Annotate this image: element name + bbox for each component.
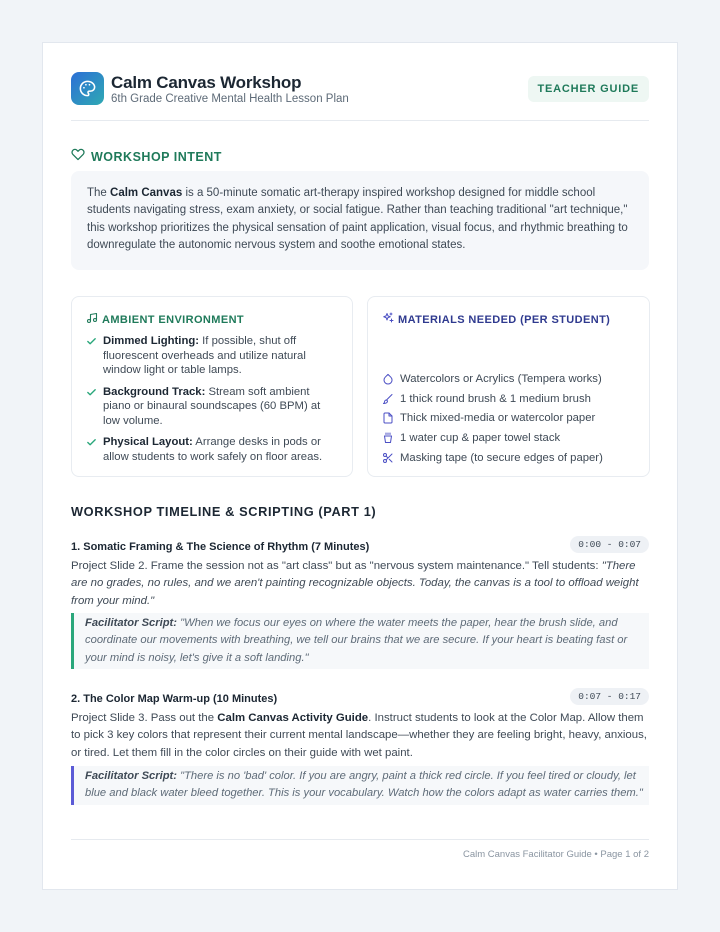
- intent-text-pre: The: [87, 187, 111, 199]
- list-item: [86, 385, 338, 429]
- droplet-icon: [382, 373, 394, 385]
- scissors-icon: [382, 452, 394, 464]
- page-title: Calm Canvas Workshop: [111, 73, 302, 92]
- check-icon: [86, 387, 97, 429]
- file-icon: [382, 412, 394, 424]
- sparkles-icon: [382, 311, 394, 329]
- list-item: [382, 409, 639, 429]
- step-title: 1. Somatic Framing & The Science of Rhythm (7 Minutes): [71, 541, 370, 553]
- list-item: [382, 389, 639, 409]
- materials-list: [382, 369, 639, 468]
- list-item: [382, 369, 639, 389]
- page-subtitle: 6th Grade Creative Mental Health Lesson Plan: [111, 93, 349, 105]
- list-item: [382, 448, 639, 468]
- check-icon: [86, 336, 97, 378]
- script-text: "There is no 'bad' color. If you are angry, paint a thick red circle. If you feel tired or cloudy, let blue and black water bleed together. This is your vocabulary. Watch how the colors adapt as water carries them.": [85, 770, 643, 800]
- list-item-label: Dimmed Lighting:: [103, 335, 200, 347]
- footer-divider: [71, 839, 649, 840]
- list-item-text: Watercolors or Acrylics (Tempera works): [400, 372, 602, 385]
- list-item-desc: If possible, shut off fluorescent overheads and utilize natural window light or table lamps.: [103, 335, 306, 376]
- list-item-desc: Stream soft ambient piano or binaural soundscapes (60 BPM) at low volume.: [103, 385, 321, 427]
- list-item-text: Masking tape (to secure edges of paper): [400, 452, 603, 465]
- list-item-text: Thick mixed-media or watercolor paper: [400, 412, 596, 425]
- list-item-desc: Arrange desks in pods or allow students to work safely on floor areas.: [103, 436, 323, 463]
- script-label: Facilitator Script:: [85, 617, 178, 629]
- step-body-text-post: . Instruct students to look at the Color Map. Allow them to pick 3 key colors that represent their current mental landscape—whether they are feeling bright, heavy, anxious, or tired. Let them fill in the color circles on their guide with wet paint.: [71, 712, 647, 759]
- timeline-heading: WORKSHOP TIMELINE & SCRIPTING (PART 1): [71, 504, 377, 519]
- heart-icon: [71, 147, 85, 166]
- page-footer: Calm Canvas Facilitator Guide • Page 1 of 2: [462, 849, 649, 860]
- environment-heading-text: AMBIENT ENVIRONMENT: [102, 314, 245, 326]
- check-icon: [86, 437, 97, 464]
- environment-card: [71, 296, 353, 477]
- time-badge: 0:00 - 0:07: [570, 536, 649, 553]
- list-item-text: 1 water cup & paper towel stack: [400, 432, 561, 445]
- intent-text-bold: Calm Canvas: [110, 187, 183, 199]
- step-body-bold: Calm Canvas Activity Guide: [217, 712, 369, 724]
- script-label: Facilitator Script:: [85, 770, 178, 782]
- materials-card: [367, 296, 650, 477]
- list-item-label: Physical Layout:: [103, 436, 193, 448]
- environment-heading: [86, 311, 244, 329]
- intent-heading-text: WORKSHOP INTENT: [91, 149, 222, 164]
- timeline-step-1: [71, 541, 649, 676]
- header: [71, 71, 649, 121]
- list-item: [86, 435, 338, 464]
- intent-box: [71, 171, 649, 270]
- timeline-step-2: [71, 693, 649, 833]
- step-title: 2. The Color Map Warm-up (10 Minutes): [71, 693, 278, 705]
- facilitator-script: [71, 613, 649, 669]
- music-note-icon: [86, 311, 98, 329]
- script-text: "When we focus our eyes on where the water meets the paper, hear the brush slide, and coordinate our movements with breathing, we tell our brains that we are secure. If your heart is beating fast or your mind is noisy, let's give it a soft landing.": [85, 617, 628, 664]
- brush-icon: [382, 393, 394, 405]
- step-body-text: Project Slide 3. Pass out the: [71, 712, 218, 724]
- step-body: [71, 558, 649, 610]
- list-item-text: [103, 334, 338, 378]
- facilitator-script: [71, 766, 649, 805]
- step-body: [71, 710, 649, 762]
- intent-text-post: is a 50-minute somatic art-therapy inspired workshop designed for middle school students navigating stress, exam anxiety, or social fatigue. Rather than teaching traditional "art technique," this workshop prioritizes the physical sensation of paint application, visual focus, and rhythmic breathing to downregulate the autonomic nervous system and soothe emotional states.: [87, 187, 628, 252]
- palette-logo-icon: [71, 72, 104, 105]
- cup-icon: [382, 432, 394, 444]
- list-item-text: [103, 435, 338, 464]
- materials-heading: [382, 311, 610, 329]
- list-item-text: 1 thick round brush & 1 medium brush: [400, 392, 591, 405]
- teacher-guide-badge: TEACHER GUIDE: [528, 76, 649, 102]
- lesson-plan-page: [42, 42, 678, 890]
- list-item-label: Background Track:: [103, 385, 206, 398]
- time-badge: 0:07 - 0:17: [570, 688, 649, 705]
- step-body-quote: "There are no grades, no rules, and we aren't painting recognizable objects. Today, the canvas is a tool to offload weight from your mind.": [71, 560, 639, 607]
- list-item: [86, 334, 338, 378]
- intent-heading: [71, 147, 222, 166]
- materials-heading-text: MATERIALS NEEDED (PER STUDENT): [398, 314, 611, 326]
- header-divider: [71, 120, 649, 121]
- environment-list: [86, 334, 338, 471]
- list-item-text: [103, 385, 338, 429]
- list-item: [382, 428, 639, 448]
- step-body-text: Project Slide 2. Frame the session not as "art class" but as "nervous system maintenance." Tell students:: [71, 560, 602, 572]
